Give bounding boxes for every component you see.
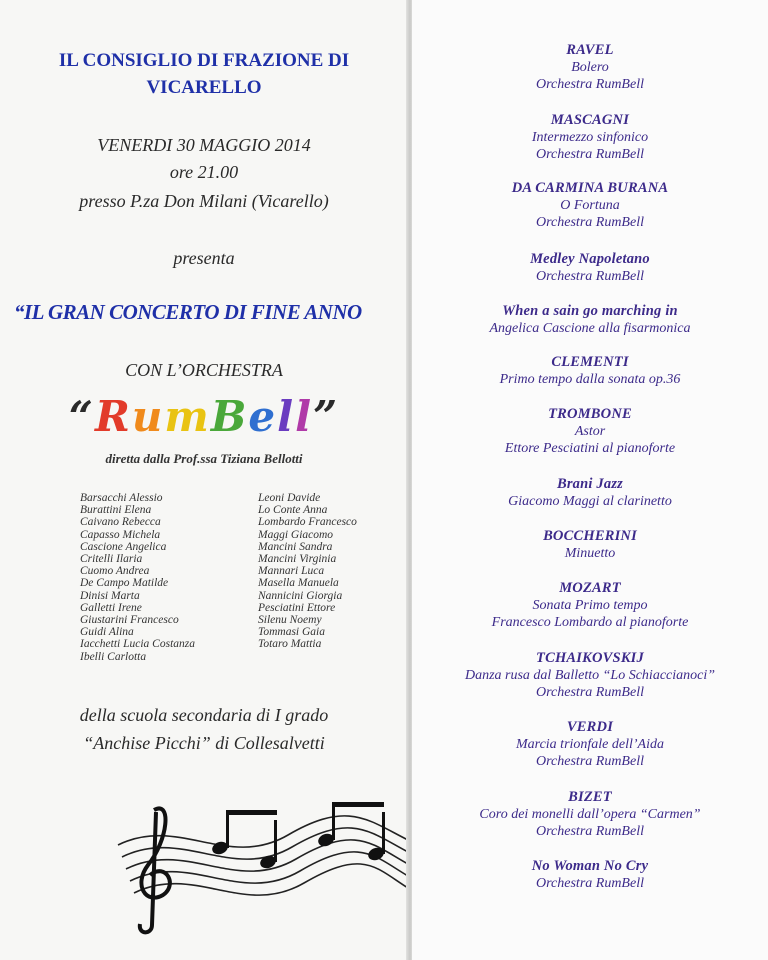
program-item-title: TROMBONE [548,406,632,422]
orchestra-member-name: Mancini Virginia [258,553,337,566]
logo-letters [95,392,313,441]
orchestra-member-name: Cuomo Andrea [80,565,150,578]
orchestra-member-name: Burattini Elena [80,504,152,517]
logo-close-quote: ” [313,392,340,441]
program-item-detail: Orchestra RumBell [536,147,644,162]
program-item-detail: Orchestra RumBell [536,215,644,230]
event-venue: presso P.za Don Milani (Vicarello) [79,191,329,211]
program-item-title: MOZART [559,580,621,596]
logo-letter: u [131,392,165,441]
program-item [412,528,768,562]
orchestra-member-name: Mancini Sandra [258,540,333,553]
orchestra-member-name: Caivano Rebecca [80,516,161,529]
orchestra-member-name: Critelli Ilaria [80,553,143,566]
orchestra-member-name: Lombardo Francesco [258,516,357,529]
program-item-detail: Orchestra RumBell [536,876,644,891]
program-item-title: No Woman No Cry [531,858,649,874]
concert-title: “IL GRAN CONCERTO DI FINE ANNO [14,300,362,324]
orchestra-member-name: Tommasi Gaia [258,626,325,639]
orchestra-member-name: Capasso Michela [80,528,161,541]
program-item [412,354,768,388]
program-item-detail: Orchestra RumBell [536,754,644,769]
music-staff-icon [108,790,408,940]
program-item [412,406,768,457]
logo-open-quote: “ [68,392,95,441]
orchestra-member-name: Iacchetti Lucia Costanza [80,638,195,651]
organizer-line2: VICARELLO [146,77,262,98]
program-item-title: DA CARMINA BURANA [511,180,669,196]
program-item-detail: Angelica Cascione alla fisarmonica [489,321,691,336]
orchestra-member-name: Guidi Alina [80,626,134,639]
logo-letter: e [248,392,278,441]
program-item-detail: Giacomo Maggi al clarinetto [508,494,672,509]
program-item-detail: O Fortuna [560,198,620,213]
orchestra-member-name: Ibelli Carlotta [80,650,147,663]
orchestra-member-name: Silenu Noemy [258,614,322,627]
orchestra-member-name: Giustarini Francesco [80,614,179,627]
program-item-detail: Orchestra RumBell [536,269,644,284]
program-item-title: RAVEL [566,42,614,58]
orchestra-member-name: Maggi Giacomo [258,528,334,541]
program-item [412,476,768,510]
program-item-title: Medley Napoletano [530,251,650,267]
program-item [412,251,768,285]
orchestra-member-name: Totaro Mattia [258,638,322,651]
logo-letter: l [277,392,296,441]
orchestra-member-name: De Campo Matilde [80,577,169,590]
program-item-detail: Danza rusa dal Balletto “Lo Schiaccianoci” [464,668,716,683]
program-item-detail: Coro dei monelli dall’opera “Carmen” [479,807,701,822]
program-item [412,858,768,892]
program-item-title: VERDI [566,719,614,735]
conductor-line: diretta dalla Prof.ssa Tiziana Bellotti [105,451,303,466]
event-time: ore 21.00 [169,162,239,182]
names-column-1 [80,492,195,663]
program-item-title: MASCAGNI [550,112,630,128]
program-item-detail: Sonata Primo tempo [532,598,648,613]
orchestra-member-name: Pesciatini Ettore [258,601,336,614]
program-item-title: CLEMENTI [551,354,629,370]
orchestra-member-name: Cascione Angelica [80,540,167,553]
program-item-detail: Orchestra RumBell [536,685,644,700]
program-item [412,650,768,701]
logo-letter: m [164,392,211,441]
program-item [412,719,768,770]
orchestra-member-name: Masella Manuela [258,577,339,590]
orchestra-member-name: Dinisi Marta [80,589,140,602]
orchestra-member-name: Lo Conte Anna [258,504,328,517]
program-item-title: BOCCHERINI [543,528,637,544]
logo-letter: R [94,392,132,441]
program-item-detail: Francesco Lombardo al pianoforte [491,615,689,630]
program-item-detail: Minuetto [564,546,616,561]
program-item [412,180,768,231]
logo-letter: B [210,392,249,441]
event-date: VENERDI 30 MAGGIO 2014 [97,135,311,155]
logo-letter: l [295,392,314,441]
program-item-detail: Orchestra RumBell [536,824,644,839]
program-item-detail: Astor [574,424,606,439]
rumbell-logo [0,392,408,441]
school-line1: della scuola secondaria di I grado [79,705,329,725]
program-item [412,789,768,840]
orchestra-member-name: Galletti Irene [80,601,142,614]
program-item-title: BIZET [568,789,612,805]
program-item [412,112,768,163]
orchestra-member-name: Leoni Davide [258,492,321,504]
program-item-detail: Bolero [571,60,609,75]
program-item-detail: Primo tempo dalla sonata op.36 [499,372,681,387]
program-item [412,580,768,631]
presenta-text: presenta [173,248,235,268]
orchestra-member-name: Nannicini Giorgia [258,589,343,602]
program-item-title: TCHAIKOVSKIJ [536,650,644,666]
orchestra-member-name: Mannari Luca [258,565,325,578]
program-item [412,42,768,93]
program-item-detail: Orchestra RumBell [536,77,644,92]
program-item-title: Brani Jazz [556,476,624,492]
program-item-title: When a sain go marching in [502,303,678,319]
program-panel [412,0,768,960]
program-item-detail: Ettore Pesciatini al pianoforte [504,441,676,456]
names-column-2 [258,492,357,651]
organizer-line1: IL CONSIGLIO DI FRAZIONE DI [58,50,350,71]
orchestra-intro: CON L’ORCHESTRA [125,360,283,380]
orchestra-member-name: Barsacchi Alessio [80,492,163,504]
program-item-detail: Marcia trionfale dell’Aida [515,737,664,752]
school-line2: “Anchise Picchi” di Collesalvetti [83,733,325,753]
program-item [412,303,768,337]
program-item-detail: Intermezzo sinfonico [531,130,649,145]
